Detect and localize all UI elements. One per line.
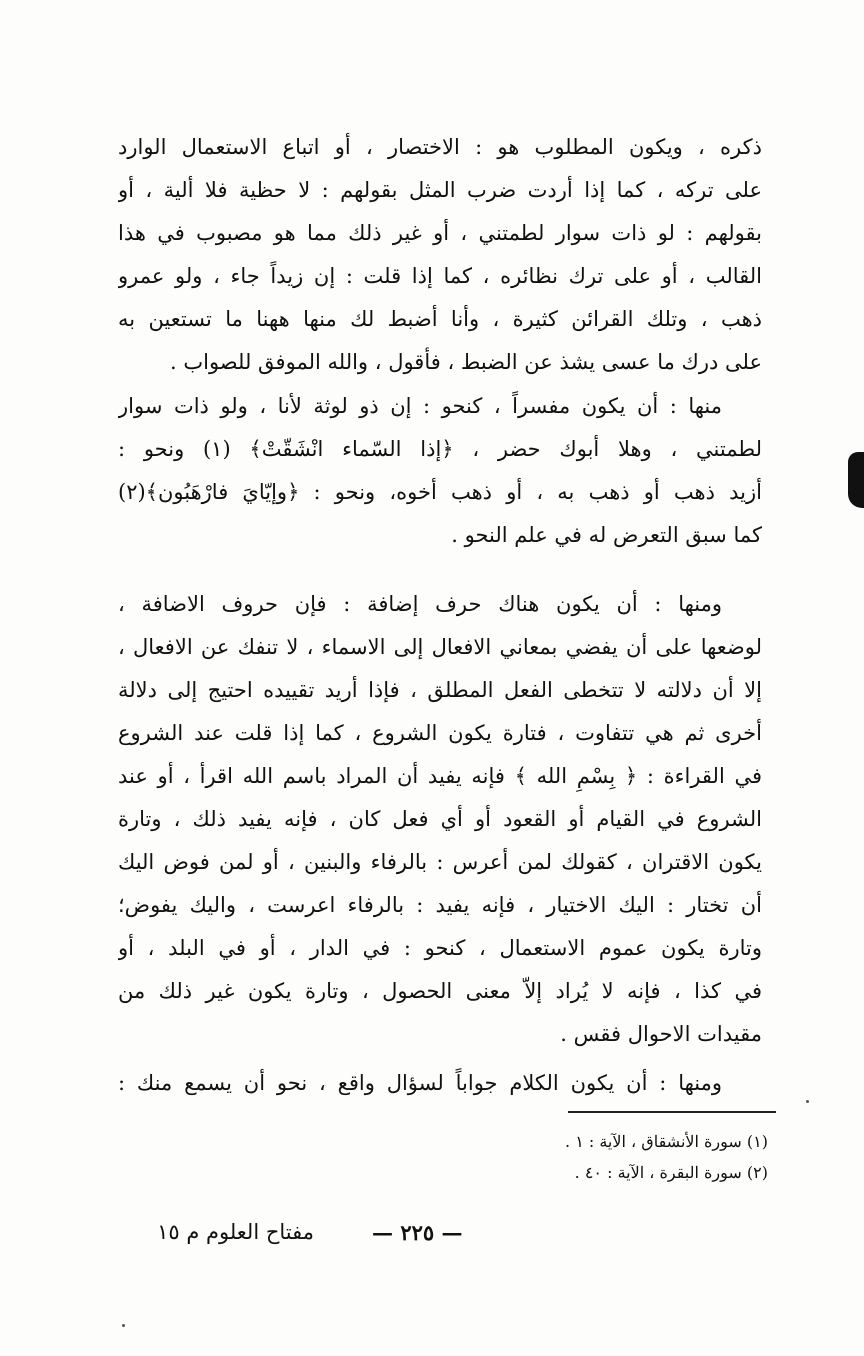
text-line: لوضعها على أن يفضي بمعاني الافعال إلى الاسماء ، لا تنفك عن الافعال ،: [118, 635, 762, 659]
text-line: أن تختار : اليك الاختيار ، فإنه يفيد : بالرفاء اعرست ، واليك يفوض؛: [118, 893, 762, 917]
scan-edge-mark: [848, 452, 864, 508]
page-footer: [0, 1212, 864, 1252]
text-line: وتارة يكون عموم الاستعمال ، كنحو : في الدار ، أو في البلد ، أو: [118, 936, 762, 960]
text-line: في كذا ، فإنه لا يُراد إلاّ معنى الحصول ، وتارة يكون غير ذلك من: [118, 979, 762, 1003]
text-line: ذهب ، وتلك القرائن كثيرة ، وأنا أضبط لك منها ههنا ما تستعين به: [118, 307, 762, 331]
running-title: مفتاح العلوم م ١٥: [157, 1220, 314, 1244]
text-line: في القراءة : ﴿ بِسْمِ الله ﴾ فإنه يفيد أن المراد باسم الله اقرأ ، أو عند: [118, 764, 762, 788]
footnote-1: (١) سورة الأنشقاق ، الآية : ١ .: [565, 1132, 768, 1151]
text-line: أخرى ثم هي تتفاوت ، فتارة يكون الشروع ، كما إذا قلت عند الشروع: [118, 721, 762, 745]
paragraph-3: [118, 583, 762, 1056]
text-line: إلا أن دلالته لا تتخطى الفعل المطلق ، فإذا أريد تقييده احتيج إلى دلالة: [118, 678, 762, 702]
text-line: أزيد ذهب أو ذهب به ، أو ذهب أخوه، ونحو : ﴿وإيّايَ فارْهَبُون﴾(٢): [118, 480, 762, 504]
page-number: — ٢٢٥ —: [372, 1220, 463, 1245]
text-line: على درك ما عسى يشذ عن الضبط ، فأقول ، والله الموفق للصواب .: [170, 350, 762, 374]
paragraph-4: [118, 1062, 762, 1105]
text-line: الشروع في القيام أو القعود أو أي فعل كان ، فإنه يفيد ذلك ، وتارة: [118, 807, 762, 831]
text-line: بقولهم : لو ذات سوار لطمتني ، أو غير ذلك مما هو مصبوب في هذا: [118, 221, 762, 245]
text-line: ذكره ، ويكون المطلوب هو : الاختصار ، أو اتباع الاستعمال الوارد: [118, 135, 762, 159]
text-line: القالب ، أو على ترك نظائره ، كما إذا قلت : إن زيداً جاء ، ولو عمرو: [118, 264, 762, 288]
paragraph-1: [118, 126, 762, 384]
text-line: مقيدات الاحوال فقس .: [560, 1022, 762, 1046]
text-line: ومنها : أن يكون الكلام جواباً لسؤال واقع ، نحو أن يسمع منك :: [118, 1071, 722, 1095]
footnote-2: (٢) سورة البقرة ، الآية : ٤٠ .: [574, 1163, 768, 1182]
text-line: ومنها : أن يكون هناك حرف إضافة : فإن حروف الاضافة ،: [118, 592, 722, 616]
footnote-divider: [568, 1111, 776, 1113]
text-line: على تركه ، كما إذا أردت ضرب المثل بقولهم : لا حظية فلا ألية ، أو: [118, 178, 762, 202]
text-line: كما سبق التعرض له في علم النحو .: [451, 523, 762, 547]
scan-speck: [806, 1100, 809, 1103]
text-line: لطمتني ، وهلا أبوك حضر ، ﴿إذا السّماء انْشَقّتْ﴾ (١) ونحو :: [118, 437, 762, 461]
scan-speck: [122, 1324, 125, 1327]
footnotes: [348, 1126, 768, 1188]
text-line: منها : أن يكون مفسراً ، كنحو : إن ذو لوثة لأنا ، ولو ذات سوار: [118, 394, 722, 418]
text-line: يكون الاقتران ، كقولك لمن أعرس : بالرفاء والبنين ، أو لمن فوض اليك: [118, 850, 762, 874]
paragraph-2: [118, 385, 762, 557]
